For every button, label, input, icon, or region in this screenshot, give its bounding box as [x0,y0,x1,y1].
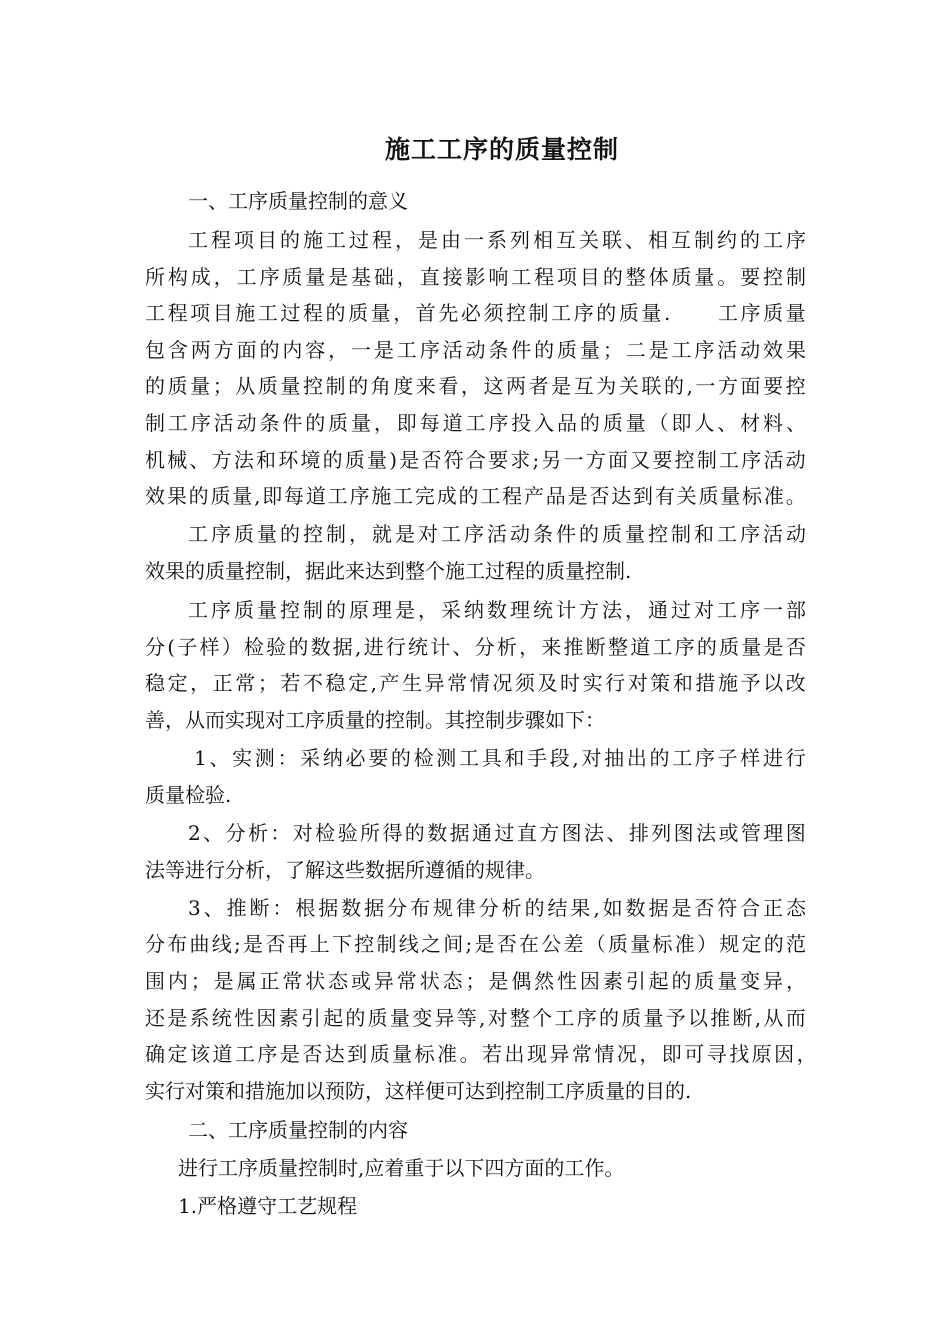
paragraph-line: 善，从而实现对工序质量的控制。其控制步骤如下： [145,708,605,732]
paragraph-line: 机 械 、 方 法 和 环 境 的 质 量 ) 是 否 符 合 要 求 ; 另 一 方 面 又 要 控 制 工 序 活 动 [145,448,806,472]
paragraph-line: 确 定 该 道 工 序 是 否 达 到 质 量 标 准 。 若 出 现 异 常 情 况 ， 即 可 寻 找 原 因 ， [145,1042,817,1066]
paragraph-line: 围 内 ； 是 属 正 常 状 态 或 异 常 状 态 ； 是 偶 然 性 因 素 引 起 的 质 量 变 异 ， [145,969,806,993]
paragraph-line: 工 序 质 量 控 制 的 原 理 是 ， 采 纳 数 理 统 计 方 法 ， 通 过 对 工 序 一 部 [188,598,806,622]
paragraph-line: 进行工序质量控制时,应着重于以下四方面的工作。 [178,1156,625,1180]
paragraph-line: 分 布 曲 线 ; 是 否 再 上 下 控 制 线 之 间 ; 是 否 在 公 差 （ 质 量 标 准 ） 规 定 的 范 [145,932,806,956]
paragraph-line: 效果的质量控制，据此来达到整个施工过程的质量控制. [145,559,632,583]
paragraph-line: 法等进行分析，了解这些数据所遵循的规律。 [145,858,545,882]
paragraph-line: 质量检验. [145,783,232,807]
paragraph-line: 工 程 项 目 的 施 工 过 程 ， 是 由 一 系 列 相 互 关 联 、 相 互 制 约 的 工 序 [188,228,806,252]
paragraph-line: 1 、 实 测 ： 采 纳 必 要 的 检 测 工 具 和 手 段 , 对 抽 出 的 工 序 子 样 进 行 [194,746,806,770]
section-heading-2: 二、工序质量控制的内容 [188,1118,408,1142]
paragraph-line: 还 是 系 统 性 因 素 引 起 的 质 量 变 异 等 , 对 整 个 工 序 的 质 量 予 以 推 断 , 从 而 [145,1006,806,1030]
paragraph-line: 工 序 质 量 的 控 制 ， 就 是 对 工 序 活 动 条 件 的 质 量 控 制 和 工 序 活 动 [188,522,806,546]
paragraph-line: 3 、 推 断 ： 根 据 数 据 分 布 规 律 分 析 的 结 果 , 如 数 据 是 否 符 合 正 态 [188,896,806,920]
subsection-heading: 1.严格遵守工艺规程 [178,1194,358,1218]
paragraph-line: 包 含 两 方 面 的 内 容 ， 一 是 工 序 活 动 条 件 的 质 量 ； 二 是 工 序 活 动 效 果 [145,338,806,362]
document-title: 施工工序的质量控制 [384,135,619,164]
paragraph-line: 分 ( 子 样 ） 检 验 的 数 据 , 进 行 统 计 、 分 析 ， 来 推 断 整 道 工 序 的 质 量 是 否 [145,635,806,659]
paragraph-line: 工 程 项 目 施 工 过 程 的 质 量 ， 首 先 必 须 控 制 工 序 的 质 量 . 工 序 质 量 [145,301,806,325]
paragraph-line: 制 工 序 活 动 条 件 的 质 量 ， 即 每 道 工 序 投 入 品 的 质 量 （ 即 人 、 材 料 、 [145,411,806,435]
paragraph-line: 实行对策和措施加以预防，这样便可达到控制工序质量的目的. [145,1079,692,1103]
paragraph-line: 效 果 的 质 量 , 即 每 道 工 序 施 工 完 成 的 工 程 产 品 是 否 达 到 有 关 质 量 标 准 。 [145,484,806,508]
paragraph-line: 所 构 成 ， 工 序 质 量 是 基 础 ， 直 接 影 响 工 程 项 目 的 整 体 质 量 。 要 控 制 [145,265,806,289]
section-heading-1: 一、工序质量控制的意义 [188,189,408,213]
paragraph-line: 稳 定 ， 正 常 ； 若 不 稳 定 , 产 生 异 常 情 况 须 及 时 实 行 对 策 和 措 施 予 以 改 [145,671,806,695]
paragraph-line: 2 、 分 析 ： 对 检 验 所 得 的 数 据 通 过 直 方 图 法 、 排 列 图 法 或 管 理 图 [188,821,806,845]
paragraph-line: 的 质 量 ； 从 质 量 控 制 的 角 度 来 看 ， 这 两 者 是 互 为 关 联 的 , 一 方 面 要 控 [145,374,806,398]
